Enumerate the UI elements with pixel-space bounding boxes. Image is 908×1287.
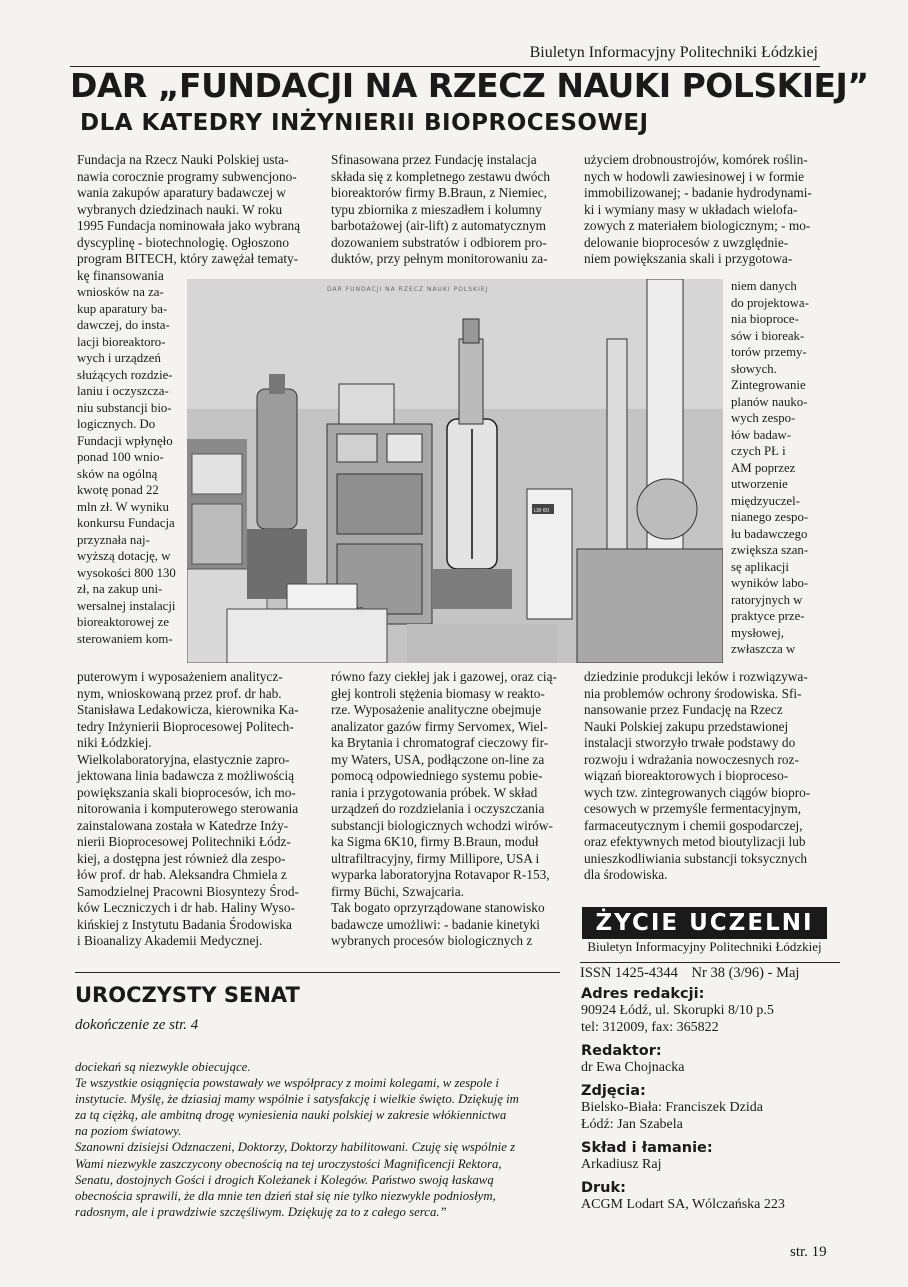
text-line: dociekań są niezwykle obiecujące. (75, 1060, 251, 1074)
column-3-bottom (584, 669, 814, 884)
text-line: Wielkolaboratoryjna, elastycznie zapro- (77, 751, 290, 767)
imprint-heading: Redaktor: (581, 1043, 662, 1059)
imprint-line: 90924 Łódź, ul. Skorupki 8/10 p.5 (581, 1003, 774, 1018)
text-line: instalacji stworzyło trwałe podstawy do (584, 735, 796, 750)
text-line: nia bioproce- (731, 312, 799, 326)
article-subtitle: DLA KATEDRY INŻYNIERII BIOPROCESOWEJ (80, 110, 649, 136)
text-line: niem danych (731, 279, 797, 293)
imprint-line: dr Ewa Chojnacka (581, 1060, 685, 1075)
text-line: ultrafiltracyjny, firmy Millipore, USA i (331, 850, 540, 866)
text-line: zł, na zakup uni- (77, 582, 163, 596)
text-line: delowanie bioprocesów z uwzględnie- (584, 234, 789, 250)
text-line: ponad 100 wnio- (77, 450, 164, 464)
text-line: wersalnej instalacji (77, 598, 176, 613)
text-line: wyników labo- (731, 576, 809, 590)
text-line: służących rozdzie- (77, 367, 173, 382)
text-line: słowych. (731, 361, 777, 376)
text-line: ka Brytania i chromatograf cieczowy fir- (331, 735, 549, 750)
article-title: DAR „FUNDACJI NA RZECZ NAUKI POLSKIEJ” (70, 66, 869, 105)
text-line: nitorowania i komputerowego sterowania (77, 801, 299, 816)
text-line: immobilizowanej; - badanie hydrodynami- (584, 185, 812, 200)
text-line: wiązań bioreaktorowych i bioproceso- (584, 768, 789, 783)
text-line: lacji bioreaktoro- (77, 334, 166, 349)
text-line: instytucie. Myślę, że dziasiaj mamy wspólnie i satysfakcję i wielkie święto. Dziękuję im (75, 1092, 519, 1107)
column-3-top (584, 152, 814, 268)
text-line: urządzeń do rozdzielania i oczyszczania (331, 801, 545, 816)
bioreactor-illustration (187, 279, 723, 663)
text-line: międzyuczel- (731, 493, 800, 508)
text-line: głej kontroli stężenia biomasy w reakto- (331, 685, 545, 701)
text-line: Tak bogato oprzyrządowane stanowisko (331, 900, 545, 915)
issue-number: Nr 38 (3/96) - Maj (691, 965, 800, 981)
text-line: konkursu Fundacja (77, 516, 175, 530)
text-line: AM poprzez (731, 460, 796, 475)
text-line: powiększania skali bioprocesów, ich mo- (77, 784, 296, 800)
text-line: planów nauko- (731, 394, 808, 409)
text-line: torów przemy- (731, 345, 807, 359)
text-line: zwłaszcza w (731, 642, 796, 656)
text-line: nianego zespo- (731, 510, 809, 524)
text-line: łu badawczego (731, 526, 808, 541)
imprint-banner-subtitle: Biuletyn Informacyjny Politechniki Łódzkiej (587, 939, 822, 954)
issn-row (580, 962, 840, 982)
text-line: przyznała naj- (77, 532, 150, 547)
text-line: Nauki Polskiej zakupu przedstawionej (584, 718, 789, 734)
imprint-heading: Adres redakcji: (581, 986, 705, 1002)
text-line: równo fazy ciekłej jak i gazowej, oraz cią- (331, 669, 557, 684)
text-line: rze. Wyposażenie analityczne obejmuje (331, 702, 542, 717)
imprint-line: Arkadiusz Raj (581, 1157, 662, 1172)
text-line: wybranych dziedzinach nauki. W roku (77, 201, 283, 217)
text-line: ków Leczniczych i dr hab. Haliny Wyso- (77, 900, 295, 915)
text-line: cesowych w przemyśle fermentacyjnym, (584, 801, 802, 816)
column-2-top (331, 152, 564, 268)
text-line: barbotażowej (air-lift) z automatycznym (331, 218, 546, 233)
text-line: dziedzinie produkcji leków i rozwiązywa- (584, 669, 808, 684)
text-line: łów badaw- (731, 427, 792, 442)
text-line: kwotę ponad 22 (77, 483, 159, 497)
text-line: nansowanie przez Fundację na Rzecz (584, 702, 783, 717)
text-line: Sfinasowana przez Fundację instalacja (331, 152, 537, 167)
text-line: nia problemów ochrony środowiska. Sfi- (584, 685, 802, 701)
text-line: nym, wnioskowaną przez prof. dr hab. (77, 685, 282, 701)
text-line: dyscyplinę - biotechnologię. Ogłoszono (77, 234, 289, 250)
text-line: puterowym i wyposażeniem analitycz- (77, 669, 283, 684)
imprint-line: tel: 312009, fax: 365822 (581, 1020, 719, 1035)
device-label: LW 60 (534, 508, 550, 514)
text-line: wych i urządzeń (77, 351, 161, 365)
text-line: mysłowej, (731, 625, 784, 640)
text-line: wych tzw. zintegrowanych ciągów biopro- (584, 784, 811, 800)
imprint-banner: ŻYCIE UCZELNI (582, 907, 827, 939)
text-line: kę finansowania (77, 267, 164, 283)
senat-rule (75, 972, 560, 973)
text-line: laniu i oczyszcza- (77, 384, 169, 398)
text-line: substancji biologicznych wchodzi wirów- (331, 817, 553, 833)
text-line: unieszkodliwiania substancji toksycznych (584, 850, 808, 866)
text-line: analizator gazów firmy Servomex, Wiel- (331, 718, 548, 734)
text-line: łów prof. dr hab. Aleksandra Chmiela z (77, 867, 287, 882)
text-line: wyższą dotację, w (77, 549, 171, 563)
text-line: duktów, przy pełnym monitorowaniu za- (331, 251, 548, 266)
text-line: wych zespo- (731, 411, 796, 425)
text-line: zowych z materiałem biologicznym; - mo- (584, 218, 811, 233)
senat-title: UROCZYSTY SENAT (75, 983, 300, 1007)
imprint-heading: Zdjęcia: (581, 1083, 646, 1099)
text-line: 1995 Fundacja nominowała jako wybraną (77, 218, 301, 233)
text-line: do projektowa- (731, 295, 809, 310)
laboratory-photo (187, 279, 723, 663)
text-line: bioreaktorów firmy B.Braun, z Niemiec, (331, 185, 548, 200)
text-line: obecnościa sprawili, że dla mnie ten dzień stał się nie tylko niezwykle podniosłym, (75, 1188, 496, 1203)
text-line: rania i przygotowania próbek. W skład (331, 784, 538, 800)
text-line: Szanowni dzisiejsi Odznaczeni, Doktorzy, Doktorzy habilitowani. Czuję się wspólnie z (75, 1140, 516, 1155)
imprint-line: ACGM Lodart SA, Wólczańska 223 (581, 1197, 785, 1212)
text-line: bioreaktorowej ze (77, 615, 170, 629)
text-line: na poziom światowy. (75, 1124, 182, 1139)
text-line: wania zakupów aparatury badawczej w (77, 185, 286, 200)
column-1-wrap (77, 284, 185, 647)
text-line: radosnym, ale i prawdziwie szczęśliwym. Dziękuję za to z całego serca.” (75, 1204, 447, 1219)
text-line: kińskiej z Instytutu Badania Środowiska (77, 916, 292, 932)
text-line: farmaceutycznym i chemii gospodarczej, (584, 817, 803, 833)
text-line: utworzenie (731, 477, 788, 491)
senat-text (75, 1059, 557, 1220)
text-line: Stanisława Ledakowicza, kierownika Ka- (77, 702, 299, 717)
imprint-line: Bielsko-Biała: Franciszek Dzida (581, 1100, 763, 1115)
photo-caption: DAR FUNDACJI NA RZECZ NAUKI POLSKIEJ (327, 286, 489, 293)
text-line: dozowaniem substratów i odbiorem pro- (331, 234, 547, 250)
column-2-bottom (331, 669, 564, 950)
text-line: kup aparatury ba- (77, 301, 168, 316)
text-line: firmy Büchi, Szwajcaria. (331, 883, 464, 899)
text-line: wniosków na za- (77, 285, 164, 299)
text-line: tedry Inżynierii Bioprocesowej Politech- (77, 718, 294, 734)
text-line: nierii Bioprocesowej Politechniki Łódz- (77, 834, 291, 849)
text-line: nawia corocznie programy subwencjono- (77, 168, 297, 184)
text-line: sków na ogólną (77, 466, 158, 481)
text-line: niu substancji bio- (77, 400, 172, 415)
text-line: ratoryjnych w (731, 592, 803, 607)
text-line: typu zbiornika z mieszadłem i kolumny (331, 201, 542, 217)
text-line: wybranych procesów biologicznych z (331, 933, 533, 948)
text-line: Fundacji wpłynęło (77, 433, 173, 448)
column-1-top (77, 152, 317, 284)
text-line: jektowana linia badawcza z możliwością (77, 768, 295, 783)
column-1-bottom (77, 669, 317, 950)
text-line: dawczej, do insta- (77, 318, 170, 332)
text-line: wyparka laboratoryjna Rotavapor R-153, (331, 867, 550, 882)
text-line: my Waters, USA, podłączone on-line za (331, 751, 545, 767)
text-line: kiej, a dostępna jest również dla zespo- (77, 850, 286, 866)
imprint-details (581, 986, 831, 1213)
text-line: dla środowiska. (584, 867, 668, 882)
issn: ISSN 1425-4344 (580, 965, 678, 981)
text-line: nych w hodowli zawiesinowej i w formie (584, 168, 805, 184)
text-line: wysokości 800 130 (77, 565, 176, 580)
text-line: za tą ciężką, ale ambitną drogę wyniesienia nauki polskiej w zakresie włókiennictwa (75, 1108, 507, 1123)
text-line: niki Łódzkiej. (77, 735, 152, 750)
text-line: czych PŁ i (731, 444, 786, 458)
text-line: Fundacja na Rzecz Nauki Polskiej usta- (77, 152, 289, 167)
text-line: Senatu, dostojnych Gości i drogich Koleżanek i Kolegów. Państwo swoją łaskawą (75, 1172, 494, 1187)
text-line: niem powiększania skali i przygotowa- (584, 251, 793, 266)
text-line: mln zł. W wyniku (77, 499, 169, 514)
text-line: sę aplikacji (731, 559, 789, 574)
text-line: rozwoju i wdrażania nowoczesnych roz- (584, 751, 799, 767)
text-line: Samodzielnej Pracowni Biosyntezy Środ- (77, 883, 299, 899)
text-line: Te wszystkie osiągnięcia powstawały we współpracy z moimi kolegami, w zespole i (75, 1076, 499, 1091)
text-line: oraz efektywnych metod bioutylizacji lub (584, 834, 806, 849)
text-line: praktyce prze- (731, 609, 805, 623)
text-line: ka Sigma 6K10, firmy B.Braun, moduł (331, 834, 539, 849)
text-line: i Bioanalizy Akademii Medycznej. (77, 933, 263, 948)
imprint-heading: Druk: (581, 1180, 626, 1196)
text-line: Wami niezwykle zaszczycony obecnością na tej uroczystości Magnificencji Rektora, (75, 1156, 502, 1171)
senat-continuation: dokończenie ze str. 4 (75, 1017, 199, 1033)
imprint-line: Łódź: Jan Szabela (581, 1117, 683, 1132)
text-line: zwiększa szan- (731, 543, 809, 557)
text-line: pomocą odpowiedniego systemu pobie- (331, 768, 543, 783)
column-3-wrap (731, 278, 815, 658)
text-line: sterowaniem kom- (77, 631, 173, 646)
running-head: Biuletyn Informacyjny Politechniki Łódzkiej (529, 44, 818, 61)
text-line: ki i wymiany masy w układach wielofa- (584, 201, 798, 217)
text-line: Zintegrowanie (731, 378, 806, 392)
text-line: logicznych. Do (77, 417, 156, 431)
text-line: program BITECH, który zawężał tematy- (77, 251, 299, 266)
imprint-heading: Skład i łamanie: (581, 1140, 713, 1156)
text-line: składa się z kompletnego zestawu dwóch (331, 168, 550, 184)
text-line: użyciem drobnoustrojów, komórek roślin- (584, 152, 808, 167)
text-line: sów i bioreak- (731, 328, 805, 343)
text-line: zainstalowana została w Katedrze Inży- (77, 817, 289, 833)
text-line: badawcze umożliwi: - badanie kinetyki (331, 916, 540, 932)
page-number: str. 19 (790, 1244, 827, 1260)
